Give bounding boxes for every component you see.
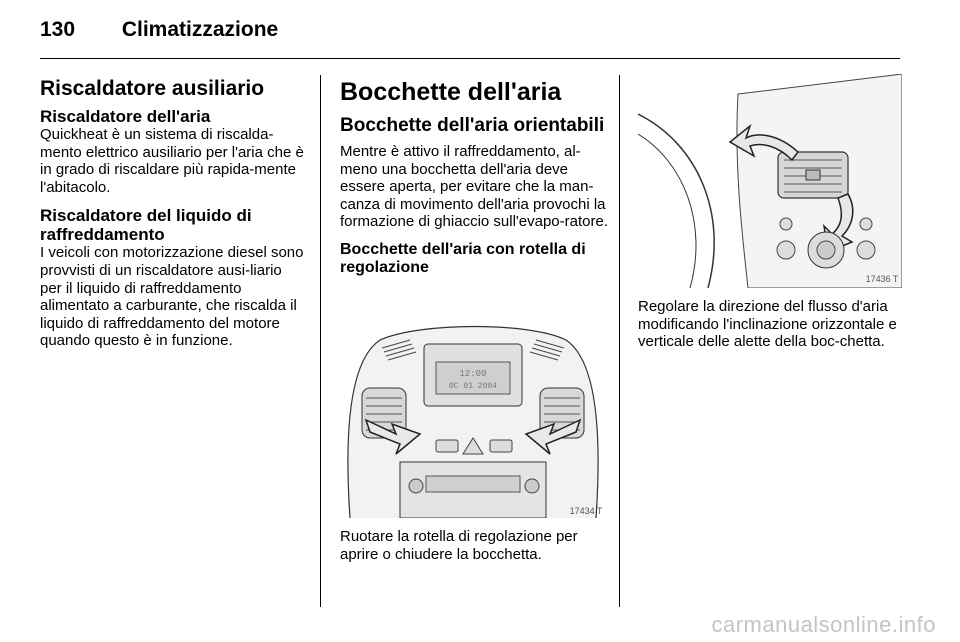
column-1 — [40, 77, 304, 350]
thumbwheel-caption: Ruotare la rotella di regolazione per aprire o chiudere la bocchetta. — [340, 528, 578, 563]
figure-dashboard-vents — [340, 310, 606, 518]
page-header — [40, 18, 278, 42]
column-2 — [340, 77, 608, 277]
adjustable-vents-text: Mentre è attivo il raffreddamento, al-meno una bocchetta dell'aria deve essere aperta, per evitare che la man-canza di movimento dell'aria provochi la formazione di ghiaccio sull'evapo-ratore. — [340, 143, 609, 231]
vent-direction-text: Regolare la direzione del flusso d'aria modificando l'inclinazione orizzontale e verticale delle alette della boc-chetta. — [638, 298, 897, 351]
subsection-air-heater: Riscaldatore dell'aria — [40, 107, 211, 126]
section-title-auxiliary-heater: Riscaldatore ausiliario — [40, 77, 265, 100]
air-heater-text: Quickheat è un sistema di riscalda-mento elettrico ausiliario per l'aria che è in grado di riscaldare più rapida-mente l'abitacolo. — [40, 126, 304, 196]
subsection-coolant-heater: Riscaldatore del liquido di raffreddamento — [40, 206, 252, 245]
svg-text:0C 01 2004: 0C 01 2004 — [448, 382, 498, 391]
column-3 — [638, 298, 902, 351]
chapter-title: Climatizzazione — [121, 18, 279, 41]
coolant-heater-text: I veicoli con motorizzazione diesel sono provvisti di un riscaldatore ausi-liario per il liquido di raffreddamento alimentato a carburante, che riscalda il liquido di raffreddamento del motore quando questo è in funzione. — [40, 244, 304, 350]
figure-code: 17436 T — [865, 274, 899, 284]
dashboard-vents-illustration — [340, 310, 606, 518]
watermark: carmanualsonline.info — [711, 612, 936, 637]
subsection-thumbwheel-vents: Bocchette dell'aria con rotella di regolazione — [340, 240, 586, 276]
side-vent-illustration — [638, 74, 902, 288]
section-title-air-vents: Bocchette dell'aria — [340, 78, 562, 106]
figure-code: 17434 T — [569, 506, 603, 516]
column-divider-2 — [619, 75, 620, 607]
subsection-adjustable-vents: Bocchette dell'aria orientabili — [340, 115, 605, 136]
figure-side-vent — [638, 74, 902, 288]
page-number: 130 — [40, 18, 76, 41]
column-divider-1 — [320, 75, 321, 607]
svg-text:12:00: 12:00 — [459, 369, 487, 379]
header-rule — [40, 58, 900, 59]
